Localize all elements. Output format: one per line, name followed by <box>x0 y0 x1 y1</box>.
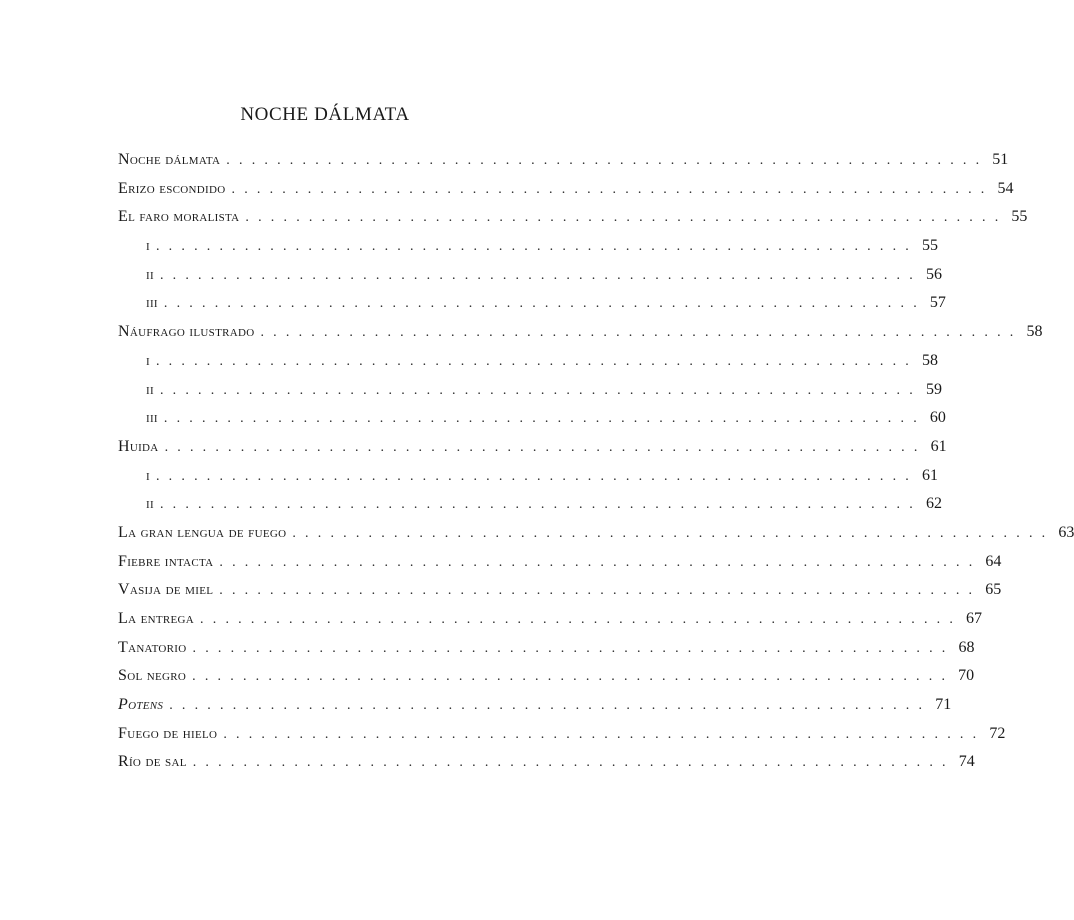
toc-entry-title: iii <box>118 404 164 433</box>
toc-entry <box>118 576 1002 605</box>
toc-leader-dots: ............................................................ <box>192 755 955 771</box>
toc-entry-title: El faro moralista <box>118 203 245 232</box>
toc-entry-title: i <box>118 232 156 261</box>
toc-page-number: 70 <box>954 662 974 691</box>
toc-entry <box>118 691 952 720</box>
toc-entry <box>118 605 983 634</box>
toc-page-number: 61 <box>927 433 947 462</box>
toc-leader-dots: ............................................................ <box>169 698 932 714</box>
toc-entry-title: Tanatorio <box>118 634 193 663</box>
toc-page-number: 62 <box>922 490 942 519</box>
toc-subentry <box>118 490 942 519</box>
toc-entry-title: La entrega <box>118 605 200 634</box>
toc-leader-dots: ............................................................ <box>260 325 1023 341</box>
toc-leader-dots: ............................................................ <box>219 583 982 599</box>
toc-entry-title: Vasija de miel <box>118 576 219 605</box>
toc-entry-title: Noche dálmata <box>118 146 226 175</box>
toc-entry-title: Fiebre intacta <box>118 548 219 577</box>
toc-subentry <box>118 462 938 491</box>
toc-entry-title: ii <box>118 261 160 290</box>
toc-page-number: 63 <box>1054 519 1074 548</box>
toc-entry-title: La gran lengua de fuego <box>118 519 292 548</box>
toc-entry-title: Náufrago ilustrado <box>118 318 260 347</box>
toc-entry <box>118 720 1006 749</box>
toc-page-number: 67 <box>962 605 982 634</box>
toc-entry-title: i <box>118 462 156 491</box>
toc-page-number: 55 <box>1007 203 1027 232</box>
toc-page-number: 51 <box>988 146 1008 175</box>
toc-subentry <box>118 289 946 318</box>
toc-page-number: 61 <box>918 462 938 491</box>
toc-page-number: 60 <box>926 404 946 433</box>
toc-leader-dots: ............................................................ <box>223 726 986 742</box>
toc-entry <box>118 519 1074 548</box>
toc-entry <box>118 175 1014 204</box>
toc-leader-dots: ............................................................ <box>292 525 1055 541</box>
toc-entry-title: ii <box>118 376 160 405</box>
toc-page-number: 65 <box>981 576 1001 605</box>
toc-entry-title: Río de sal <box>118 748 193 777</box>
toc-entry-title: Fuego de hielo <box>118 720 223 749</box>
toc-leader-dots: ............................................................ <box>163 411 926 427</box>
toc-subentry <box>118 347 938 376</box>
toc-entry-title: Erizo escondido <box>118 175 232 204</box>
toc-page-number: 54 <box>994 175 1014 204</box>
toc-entry-title: ii <box>118 490 160 519</box>
toc-page-number: 72 <box>985 720 1005 749</box>
toc-leader-dots: ............................................................ <box>226 153 989 168</box>
toc-entry <box>118 433 947 462</box>
toc-entry-title: Huida <box>118 433 165 462</box>
toc-leader-dots: ............................................................ <box>231 181 994 197</box>
toc-page-number: 71 <box>931 691 951 720</box>
toc-page-number: 56 <box>922 261 942 290</box>
toc-page-number: 59 <box>922 376 942 405</box>
toc-entry-title: iii <box>118 289 164 318</box>
toc-entry <box>118 748 975 777</box>
toc-leader-dots: ............................................................ <box>159 497 922 513</box>
page-title: NOCHE DÁLMATA <box>240 104 410 125</box>
toc-entry-title: Potens <box>118 691 169 720</box>
toc-page-number: 57 <box>926 289 946 318</box>
toc-entry <box>118 662 975 691</box>
toc-leader-dots: ............................................................ <box>200 612 963 627</box>
toc-entry <box>118 318 1043 347</box>
toc-page-number: 74 <box>955 748 975 777</box>
toc-leader-dots: ............................................................ <box>219 554 982 570</box>
toc-page-number: 58 <box>1022 318 1042 347</box>
table-of-contents <box>118 146 1074 777</box>
toc-subentry <box>118 232 938 261</box>
toc-subentry <box>118 261 942 290</box>
toc-entry-title: i <box>118 347 156 376</box>
toc-entry <box>118 548 1002 577</box>
toc-page-number: 55 <box>918 232 938 261</box>
toc-subentry <box>118 404 946 433</box>
toc-entry <box>118 146 1009 175</box>
toc-page-number: 58 <box>918 347 938 376</box>
toc-leader-dots: ............................................................ <box>245 210 1008 226</box>
toc-entry <box>118 203 1028 232</box>
toc-leader-dots: ............................................................ <box>192 640 955 656</box>
toc-subentry <box>118 376 942 405</box>
toc-page-number: 64 <box>981 548 1001 577</box>
toc-page-number: 68 <box>955 634 975 663</box>
toc-leader-dots: ............................................................ <box>164 439 927 455</box>
toc-leader-dots: ............................................................ <box>192 669 955 685</box>
toc-leader-dots: ............................................................ <box>155 468 918 484</box>
toc-leader-dots: ............................................................ <box>159 382 922 398</box>
toc-leader-dots: ............................................................ <box>155 353 918 369</box>
toc-leader-dots: ............................................................ <box>159 267 922 283</box>
toc-entry-title: Sol negro <box>118 662 192 691</box>
toc-leader-dots: ............................................................ <box>155 239 918 255</box>
toc-leader-dots: ............................................................ <box>163 296 926 312</box>
toc-entry <box>118 634 975 663</box>
